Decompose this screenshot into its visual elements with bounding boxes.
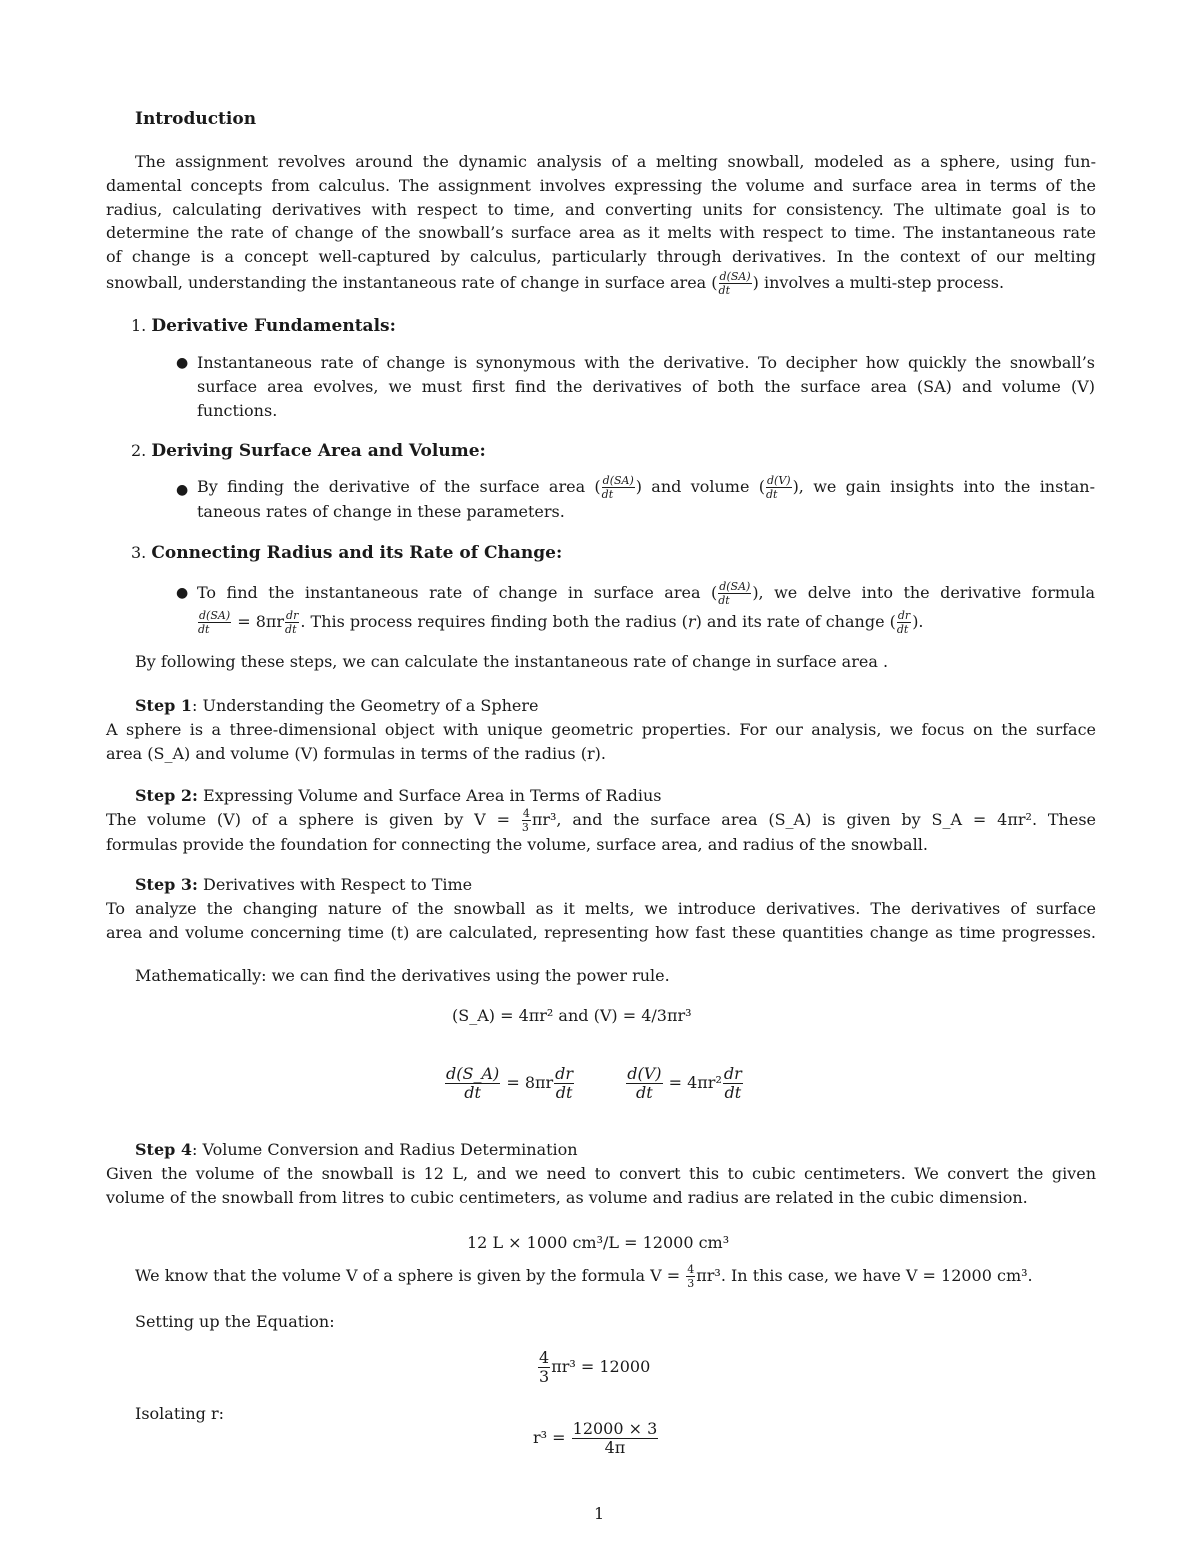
- equation-area-volume: (S_A) = 4πr² and (V) = 4/3πr³: [452, 1006, 692, 1025]
- step-3: [106, 873, 1096, 944]
- intro-paragraph: [106, 150, 1096, 296]
- step-4: [106, 1138, 1096, 1209]
- step-3-line: To analyze the changing nature of the snowball as it melts, we introduce derivatives. The derivatives of surface: [106, 898, 1096, 918]
- list-item-1-heading: 1. Derivative Fundamentals:: [131, 316, 396, 336]
- step-2: [106, 784, 1096, 857]
- volume-formula-sentence: We know that the volume V of a sphere is given by the formula V = $\frac{4}{3}$ πr³. In this case, we have V = 12000 cm³.: [135, 1263, 1033, 1290]
- bullet-line: To find the instantaneous rate of change in surface area ( $\frac{d(SA)}{dt}$ ), we delve into the derivative formula: [197, 580, 1095, 607]
- step-1-line: A sphere is a three-dimensional object with unique geometric properties. For our analysis, we focus on the surface: [106, 719, 1096, 739]
- step-2-line: formulas provide the foundation for connecting the volume, surface area, and radius of the snowball.: [106, 834, 928, 854]
- list-item-2-heading: 2. Deriving Surface Area and Volume:: [131, 441, 486, 461]
- isolating-label: Isolating r:: [135, 1404, 225, 1423]
- bullet-line: Instantaneous rate of change is synonymous with the derivative. To decipher how quickly the snowball’s: [197, 353, 1095, 372]
- summary-sentence: By following these steps, we can calculate the instantaneous rate of change in surface area .: [135, 652, 889, 671]
- step-3-line: area and volume concerning time (t) are calculated, representing how fast these quantities change as time progresses.: [106, 922, 1096, 942]
- list-item-2-bullet: [197, 475, 1095, 524]
- bullet-line: By finding the derivative of the surface area ( $\frac{d(SA)}{dt}$ ) and volume ( $\frac{d(V)}{dt}$ ), we gain insights into the instan-: [197, 474, 1096, 501]
- bullet-line: $\frac{d(SA)}{dt}$ = 8πr $\frac{dr}{dt}$ . This process requires finding both the radius (r) and its rate of change ( $\frac{dr}{dt}$ ).: [198, 609, 924, 636]
- bullet-icon: ●: [176, 482, 189, 498]
- step-2-line: The volume (V) of a sphere is given by V = $\frac{4}{3}$ πr³, and the surface area (S_A) is given by S_A = 4πr². These: [106, 806, 1097, 834]
- intro-line: The assignment revolves around the dynamic analysis of a melting snowball, modeled as a sphere, using fun-: [135, 152, 1096, 171]
- step-1: [106, 694, 1096, 765]
- equation-isolate-r: r³ = $\frac{12000 \times 3}{4\pi}$: [533, 1419, 658, 1457]
- step-1-line: area (S_A) and volume (V) formulas in terms of the radius (r).: [106, 743, 606, 763]
- page-number: 1: [594, 1504, 605, 1523]
- bullet-line: taneous rates of change in these parameters.: [197, 502, 565, 521]
- step-4-title: Step 4: Volume Conversion and Radius Determination: [135, 1140, 578, 1159]
- intro-heading: Introduction: [135, 109, 257, 129]
- intro-line: radius, calculating derivatives with respect to time, and converting units for consistency. The ultimate goal is to: [106, 199, 1096, 219]
- intro-line: snowball, understanding the instantaneous rate of change in surface area ( $\frac{d(SA)}{dt}$ ) involves a multi-step process.: [106, 269, 1005, 297]
- intro-line: determine the rate of change of the snowball’s surface area as it melts with respect to time. The instantaneous rate: [106, 223, 1096, 243]
- math-intro: Mathematically: we can find the derivatives using the power rule.: [135, 966, 670, 985]
- equation-volume: $\frac{4}{3}$ πr³ = 12000: [539, 1348, 651, 1386]
- intro-line: damental concepts from calculus. The assignment involves expressing the volume and surface area in terms of the: [106, 175, 1096, 195]
- step-4-line: volume of the snowball from litres to cubic centimeters, as volume and radius are related in the cubic dimension.: [106, 1187, 1028, 1207]
- step-4-line: Given the volume of the snowball is 12 L, and we need to convert this to cubic centimeters. We convert the given: [106, 1163, 1096, 1183]
- bullet-line: surface area evolves, we must first find the derivatives of both the surface area (SA) and volume (V): [197, 376, 1095, 396]
- list-item-1-bullet: [197, 351, 1095, 422]
- equation-derivatives: $\frac{d(S\_A)}{dt}$ = 8πr $\frac{dr}{dt}$ $\frac{d(V)}{dt}$ = 4πr² $\frac{dr}{dt}$: [446, 1064, 742, 1102]
- bullet-line: functions.: [197, 400, 278, 420]
- equation-conversion: 12 L × 1000 cm³/L = 12000 cm³: [467, 1233, 730, 1252]
- bullet-icon: ●: [176, 585, 189, 601]
- step-3-title: Step 3: Derivatives with Respect to Time: [135, 875, 473, 894]
- list-item-3-bullet: [197, 578, 1095, 636]
- list-item-3-heading: 3. Connecting Radius and its Rate of Change:: [131, 543, 563, 563]
- setting-up-label: Setting up the Equation:: [135, 1312, 335, 1331]
- intro-line: of change is a concept well-captured by calculus, particularly through derivatives. In the context of our melting: [106, 247, 1096, 267]
- step-2-title: Step 2: Expressing Volume and Surface Area in Terms of Radius: [135, 786, 662, 805]
- step-1-title: Step 1: Understanding the Geometry of a Sphere: [135, 696, 539, 715]
- bullet-icon: ●: [176, 355, 189, 371]
